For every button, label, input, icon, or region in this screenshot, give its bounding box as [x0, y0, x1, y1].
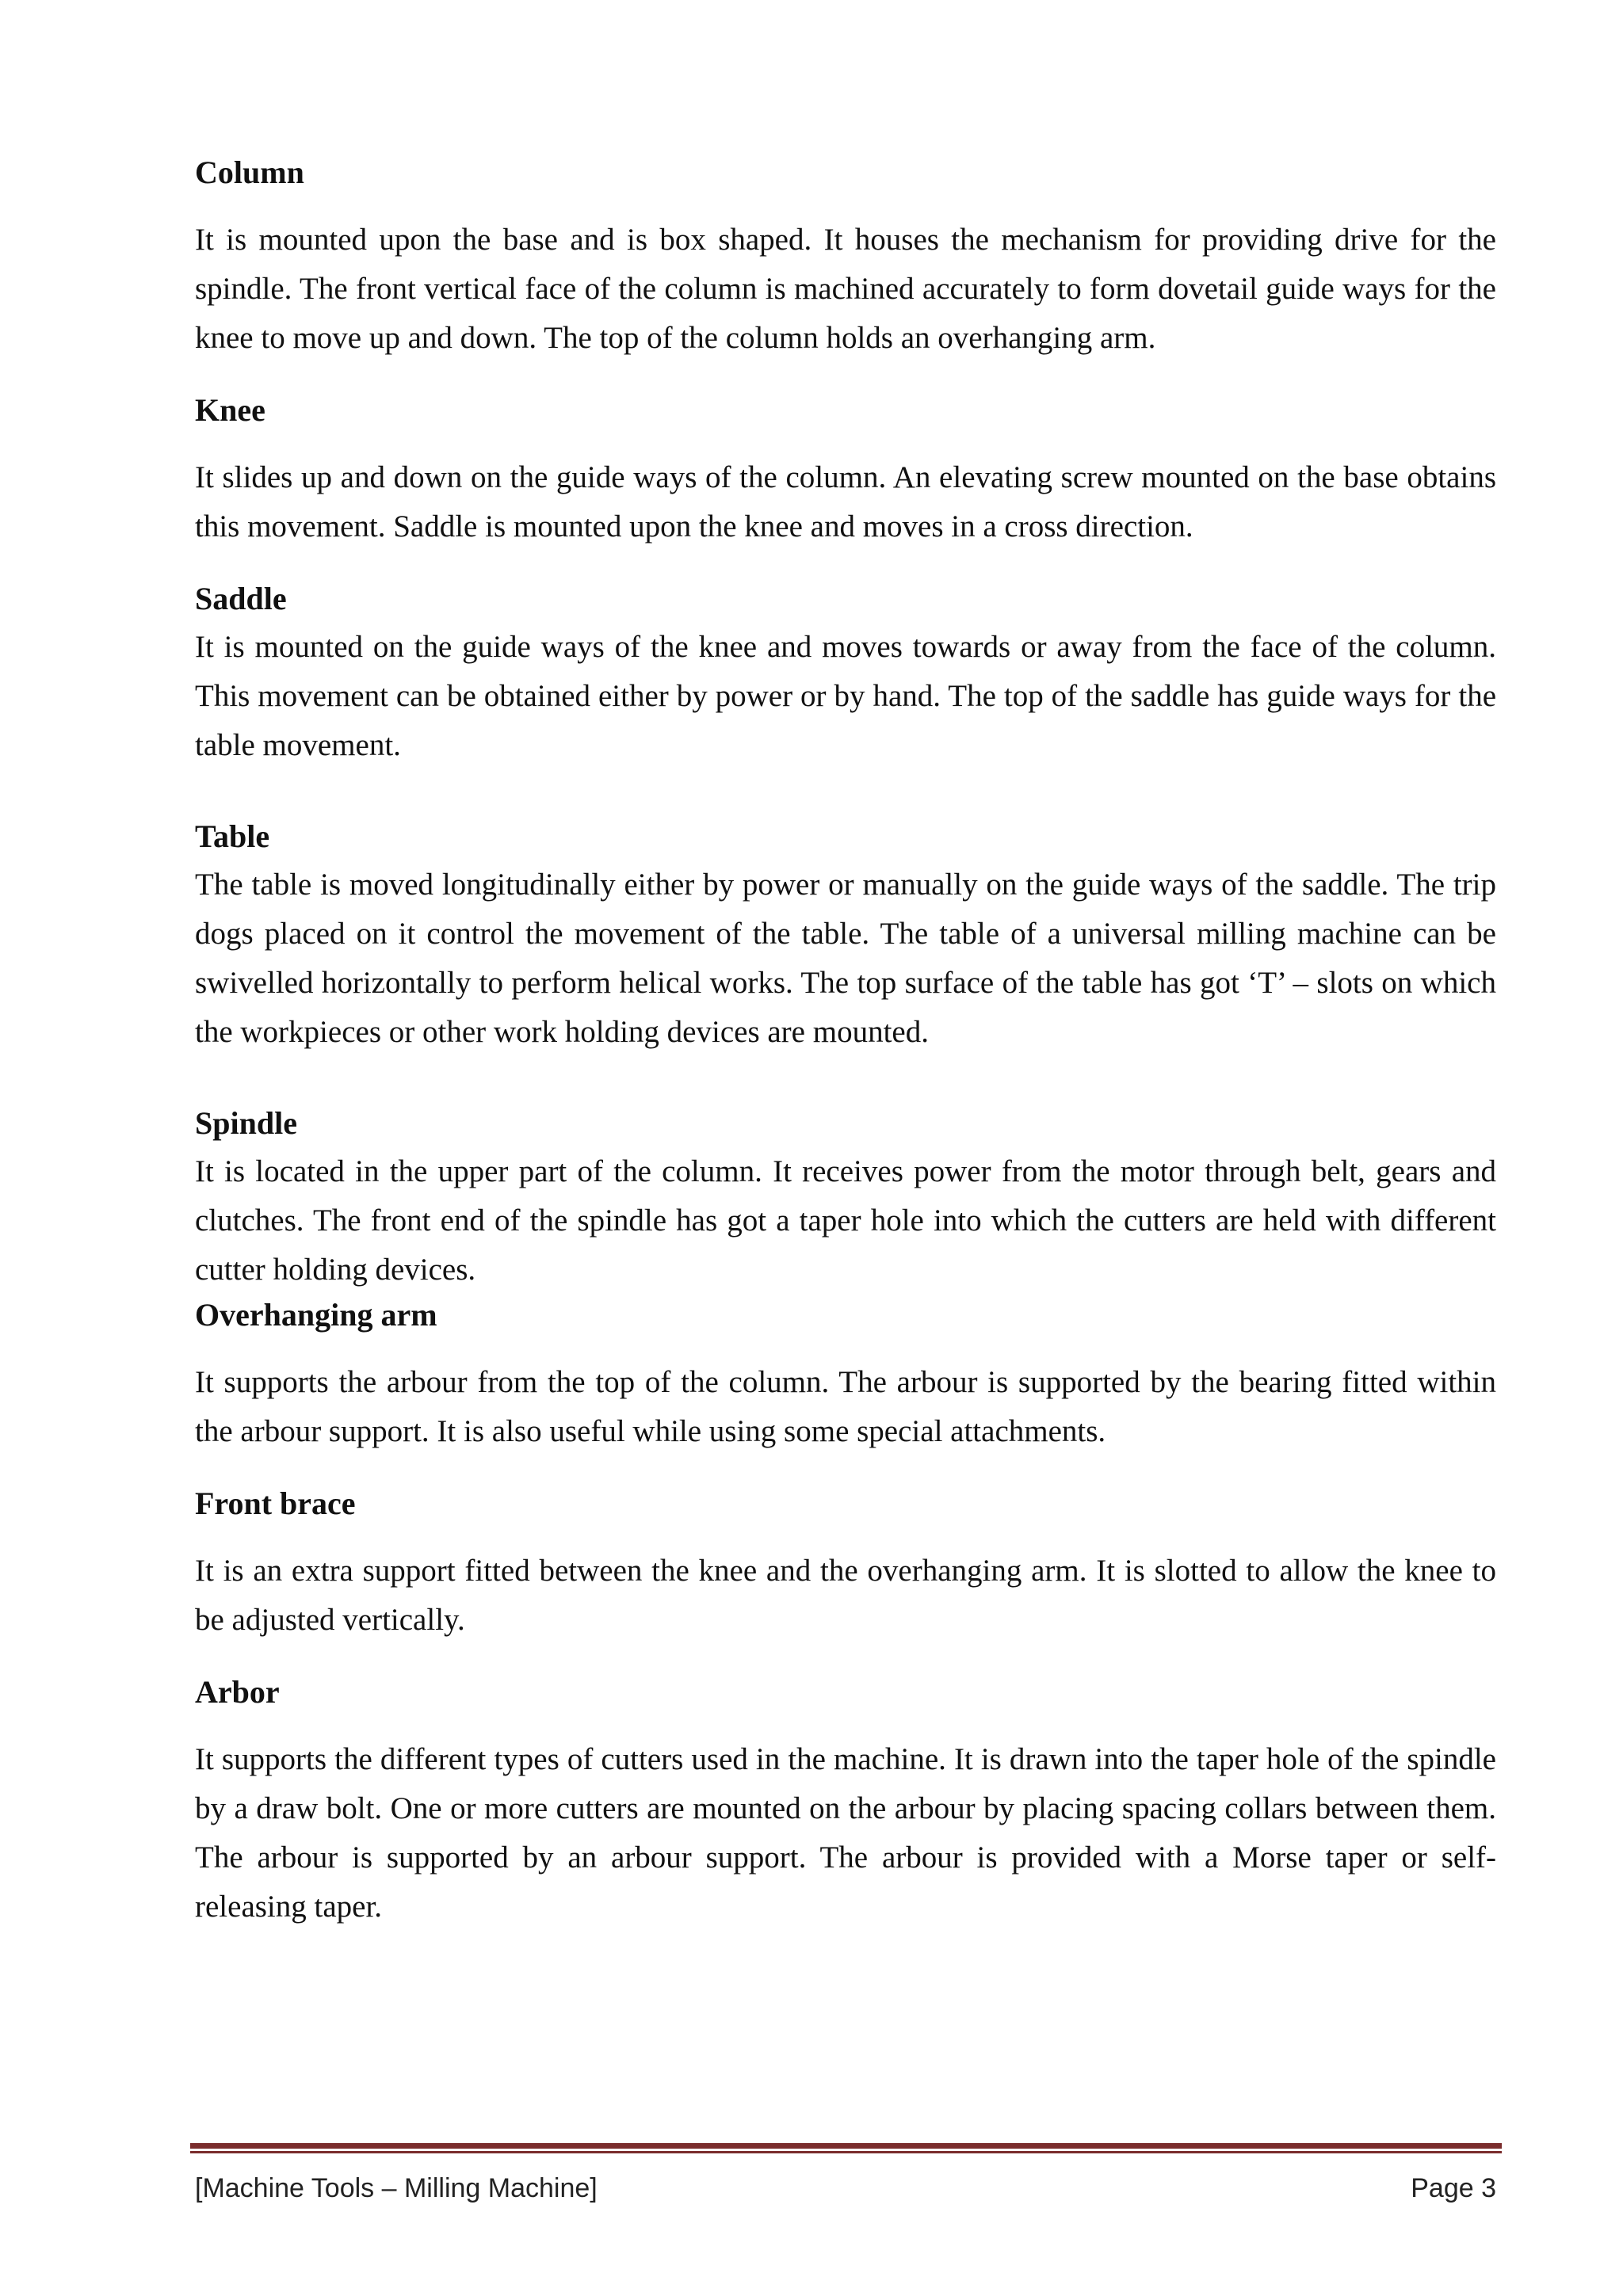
heading-table: Table: [195, 818, 270, 854]
heading-front-brace: Front brace: [195, 1486, 356, 1521]
paragraph-column: It is mounted upon the base and is box shaped. It houses the mechanism for providing drive for the spindle. The front vertical face of the column is machined accurately to form dovetail guide ways for the knee to move up and down. The top of the column holds an overhanging arm.: [195, 223, 1496, 355]
footer-divider-thin-line: [190, 2151, 1502, 2153]
paragraph-table: The table is moved longitudinally either by power or manually on the guide ways of the saddle. The trip dogs placed on it control the movement of the table. The table of a universal milling machine can be swivelled horizontally to perform helical works. The top surface of the table has got ‘T’ – slots on which the workpieces or other work holding devices are mounted.: [195, 868, 1496, 1049]
heading-saddle: Saddle: [195, 581, 287, 616]
heading-arbor: Arbor: [195, 1674, 280, 1710]
heading-column: Column: [195, 154, 304, 190]
paragraph-overhanging-arm: It supports the arbour from the top of the column. The arbour is supported by the bearing fitted within the arbour support. It is also useful while using some special attachments.: [195, 1365, 1496, 1448]
paragraph-knee: It slides up and down on the guide ways of the column. An elevating screw mounted on the base obtains this movement. Saddle is mounted upon the knee and moves in a cross direction.: [195, 460, 1496, 543]
heading-knee: Knee: [195, 392, 265, 428]
paragraph-spindle: It is located in the upper part of the column. It receives power from the motor through belt, gears and clutches. The front end of the spindle has got a taper hole into which the cutters are held with different cutter holding devices.: [195, 1154, 1496, 1287]
footer-divider: [190, 2143, 1502, 2153]
heading-spindle: Spindle: [195, 1105, 297, 1141]
footer-document-title: [Machine Tools – Milling Machine]: [195, 2173, 598, 2203]
heading-overhanging-arm: Overhanging arm: [195, 1297, 437, 1333]
footer-divider-thick-line: [190, 2143, 1502, 2149]
footer-page-number: Page 3: [1411, 2173, 1496, 2203]
paragraph-front-brace: It is an extra support fitted between the knee and the overhanging arm. It is slotted to allow the knee to be adjusted vertically.: [195, 1554, 1496, 1637]
paragraph-saddle: It is mounted on the guide ways of the knee and moves towards or away from the face of the column. This movement can be obtained either by power or by hand. The top of the saddle has guide ways for the table movement.: [195, 630, 1496, 762]
page-content: [195, 152, 1496, 1958]
paragraph-arbor: It supports the different types of cutters used in the machine. It is drawn into the taper hole of the spindle by a draw bolt. One or more cutters are mounted on the arbour by placing spacing collars between them. The arbour is supported by an arbour support. The arbour is provided with a Morse taper or self-releasing taper.: [195, 1742, 1496, 1924]
